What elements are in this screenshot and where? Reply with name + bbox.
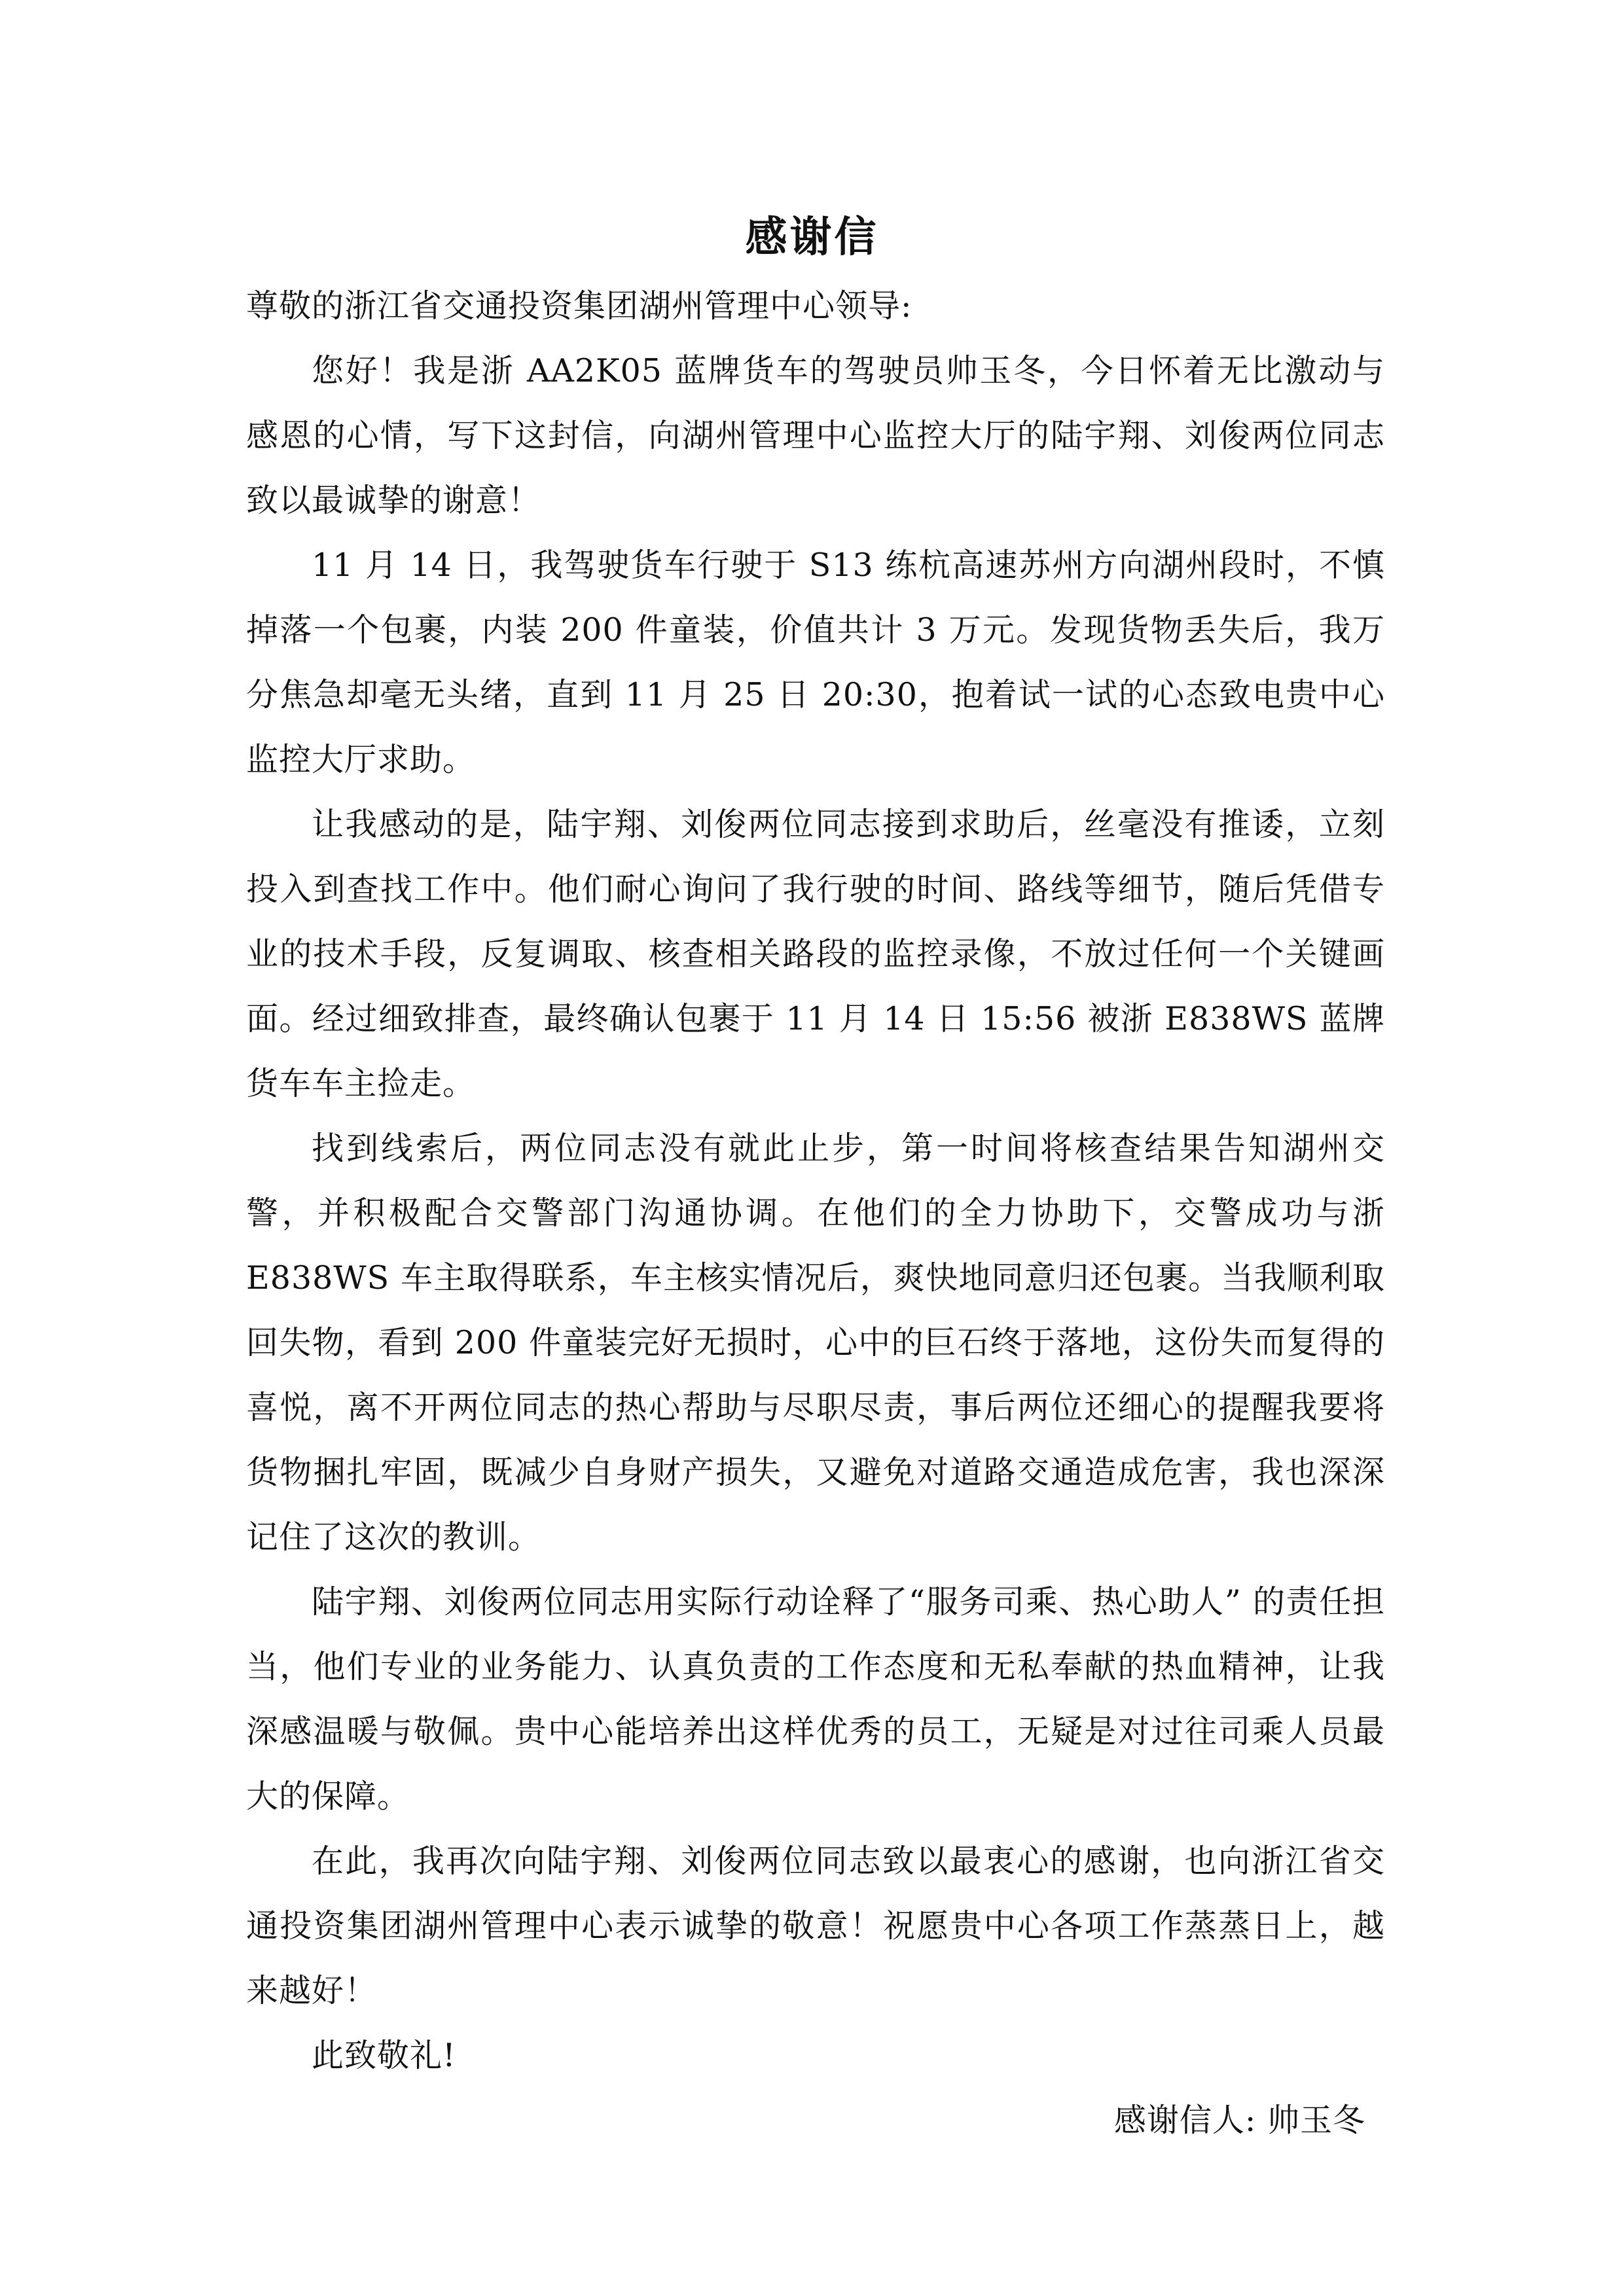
paragraph-praise: 陆宇翔、刘俊两位同志用实际行动诠释了“服务司乘、热心助人” 的责任担当，他们专业的业务能力、认真负责的工作态度和无私奉献的热血精神，让我深感温暖与敬佩。贵中心能培养出这样优秀的员工，无疑是对过往司乘人员最大的保障。 (246, 1583, 1385, 1815)
letter-title: 感谢信 (745, 213, 879, 262)
salutation: 尊敬的浙江省交通投资集团湖州管理中心领导: (246, 287, 912, 325)
paragraph-search: 让我感动的是，陆宇翔、刘俊两位同志接到求助后，丝毫没有推诿，立刻投入到查找工作中。他们耐心询问了我行驶的时间、路线等细节，随后凭借专业的技术手段，反复调取、核查相关路段的监控录像，不放过任何一个关键画面。经过细致排查，最终确认包裹于 11 月 14 日 15:56 被浙 E838WS 蓝牌货车车主捡走。 (246, 806, 1385, 1102)
paragraph-greeting: 您好！我是浙 AA2K05 蓝牌货车的驾驶员帅玉冬，今日怀着无比激动与感恩的心情，写下这封信，向湖州管理中心监控大厅的陆宇翔、刘俊两位同志致以最诚挚的谢意！ (246, 352, 1385, 519)
paragraph-incident: 11 月 14 日，我驾驶货车行驶于 S13 练杭高速苏州方向湖州段时，不慎掉落一个包裹，内装 200 件童装，价值共计 3 万元。发现货物丢失后，我万分焦急却毫无头绪，直到 11 月 25 日 20:30，抱着试一试的心态致电贵中心监控大厅求助。 (246, 547, 1385, 778)
paragraph-closing: 在此，我再次向陆宇翔、刘俊两位同志致以最衷心的感谢，也向浙江省交通投资集团湖州管理中心表示诚挚的敬意！祝愿贵中心各项工作蒸蒸日上，越来越好！ (246, 1842, 1385, 2009)
signature: 感谢信人: 帅玉冬 (1113, 2102, 1365, 2139)
letter-body (246, 274, 1385, 2153)
signoff: 此致敬礼! (312, 2037, 456, 2074)
paragraph-recovery: 找到线索后，两位同志没有就此止步，第一时间将核查结果告知湖州交警，并积极配合交警部门沟通协调。在他们的全力协助下，交警成功与浙 E838WS 车主取得联系，车主核实情况后，爽快地同意归还包裹。当我顺利取回失物，看到 200 件童装完好无损时，心中的巨石终于落地，这份失而复得的喜悦，离不开两位同志的热心帮助与尽职尽责，事后两位还细心的提醒我要将货物捆扎牢固，既减少自身财产损失，又避免对道路交通造成危害，我也深深记住了这次的教训。 (246, 1130, 1385, 1556)
